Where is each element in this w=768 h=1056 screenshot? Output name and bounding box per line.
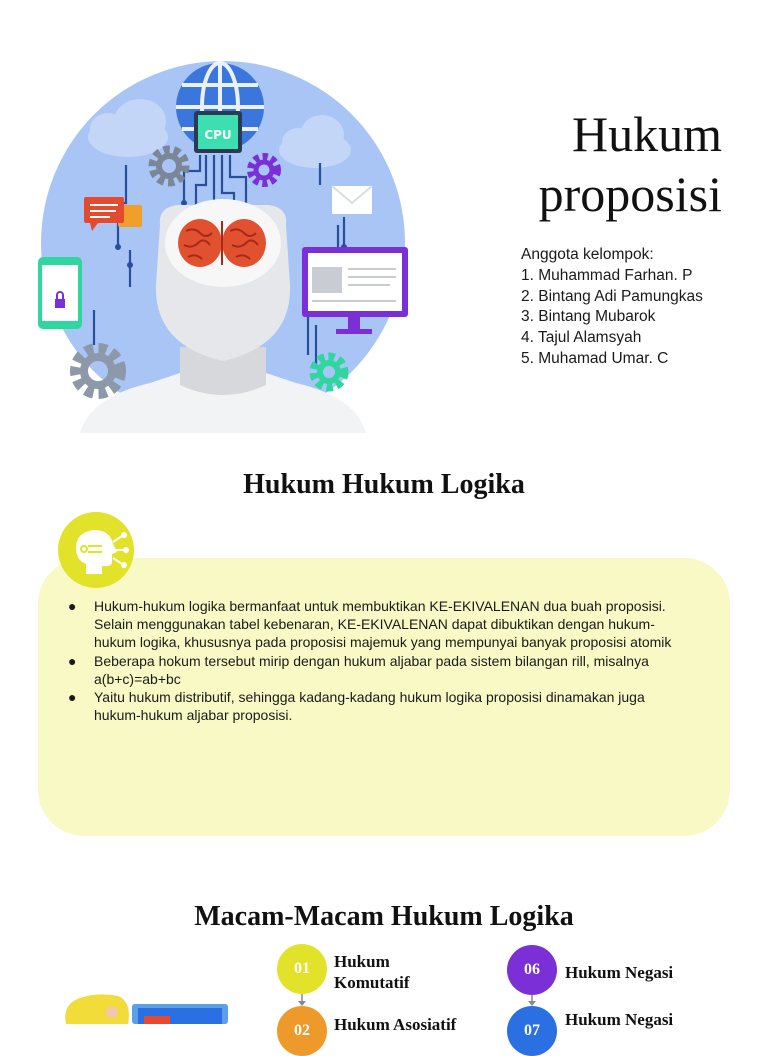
members-heading: Anggota kelompok: (521, 246, 654, 263)
cloud-icon (88, 99, 168, 157)
bullet-dot: ● (68, 689, 77, 706)
step-label-06: Hukum Negasi (565, 963, 674, 982)
step-circle-01: 01 (277, 944, 327, 994)
thinking-head-icon (58, 512, 138, 592)
step-circle-07: 07 (507, 1006, 557, 1056)
member-item: 5. Muhamad Umar. C (521, 349, 669, 367)
member-item: 4. Tajul Alamsyah (521, 329, 642, 347)
list-item (66, 688, 676, 724)
section-title-hukum-logika: Hukum Hukum Logika (243, 469, 525, 500)
bullet-dot: ● (68, 652, 77, 669)
page-title-line1: Hukum (572, 106, 722, 162)
bullet-list (66, 597, 676, 724)
person-laptop-illustration (58, 990, 233, 1024)
step-circle-06: 06 (507, 945, 557, 995)
ai-brain-illustration (30, 25, 430, 435)
smartphone-lock-icon (38, 257, 82, 329)
step-label-07: Hukum Negasi (565, 1010, 674, 1029)
section-title-macam-hukum: Macam-Macam Hukum Logika (194, 901, 574, 932)
group-members (521, 245, 703, 370)
brain-icon (178, 219, 266, 267)
list-item (66, 652, 676, 688)
bullet-text: Beberapa hokum tersebut mirip dengan hukum aljabar pada sistem bilangan rill, misalnya a(b+c)=ab+bc (94, 652, 649, 687)
page-title-line2: proposisi (538, 166, 722, 222)
bullet-text: Yaitu hukum distributif, sehingga kadang-kadang hukum logika proposisi dinamakan juga hukum-hukum aljabar proposisi. (94, 689, 645, 724)
cpu-chip-icon (194, 111, 242, 153)
bullet-text: Hukum-hukum logika bermanfaat untuk membuktikan KE-EKIVALENAN dua buah proposisi. Selain menggunakan tabel kebenaran, KE-EKIVALENAN dapat dibuktikan dengan hukum-hukum logika, khususnya pada proposisi majemuk yang mempunyai banyak proposisi atomik (94, 598, 672, 651)
member-item: 3. Bintang Mubarok (521, 308, 656, 326)
list-item (66, 597, 676, 652)
step-label-02: Hukum Asosiatif (334, 1015, 457, 1034)
page-title (512, 104, 722, 224)
step-circle-02: 02 (277, 1006, 327, 1056)
step-label-01: Hukum Komutatif (334, 952, 410, 992)
mail-envelope-icon (332, 186, 372, 214)
member-item: 2. Bintang Adi Pamungkas (521, 287, 703, 305)
svg-text:CPU: CPU (204, 128, 232, 142)
bullet-dot: ● (68, 598, 77, 614)
member-item: 1. Muhammad Farhan. P (521, 266, 693, 284)
